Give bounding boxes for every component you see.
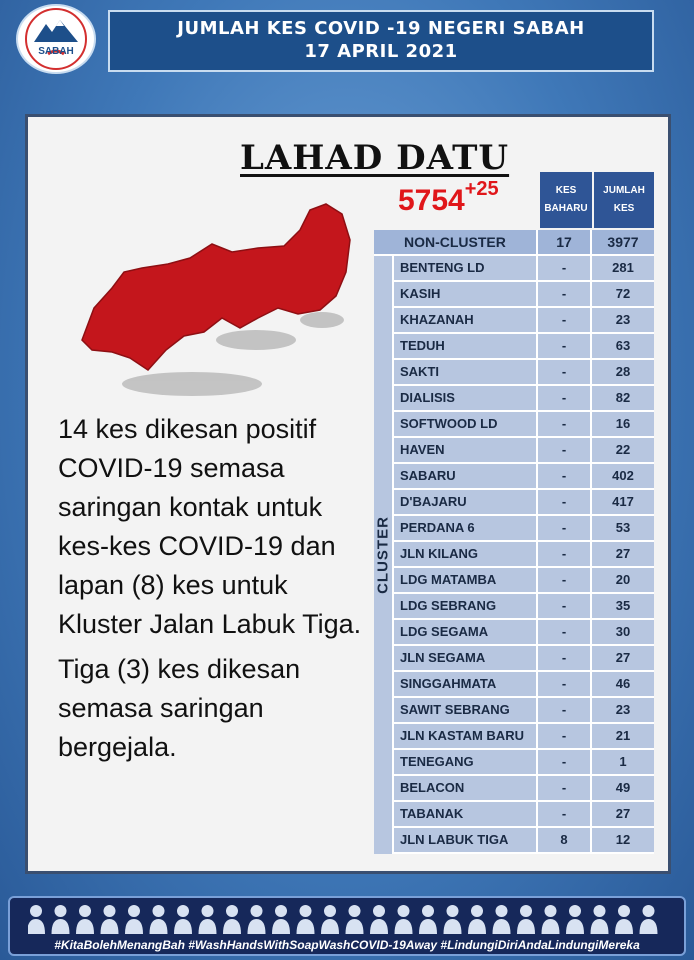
cluster-row (374, 542, 654, 568)
person-body-icon (223, 919, 241, 934)
noncluster-row (374, 230, 654, 256)
row-total-cases: 53 (590, 516, 654, 540)
person-head-icon (349, 905, 361, 917)
row-new-cases: 8 (536, 828, 590, 852)
col-header-total-line1: JUMLAH (603, 185, 645, 196)
cases-table (374, 230, 654, 854)
row-name: KHAZANAH (400, 312, 474, 327)
person-head-icon (177, 905, 189, 917)
announcement-paragraph-2: Tiga (3) kes dikesan semasa saringan bergejala. (58, 654, 301, 762)
page-date: 17 APRIL 2021 (304, 41, 458, 62)
row-total-cases: 49 (590, 776, 654, 800)
row-name: TABANAK (400, 806, 464, 821)
row-new-cases: 17 (536, 230, 590, 254)
row-total-cases: 23 (590, 308, 654, 332)
row-name: LDG SEBRANG (400, 598, 497, 613)
person-head-icon (520, 905, 532, 917)
row-name: JLN KASTAM BARU (400, 728, 524, 743)
row-name: BENTENG LD (400, 260, 485, 275)
row-total-cases: 72 (590, 282, 654, 306)
person-body-icon (591, 919, 609, 934)
row-name: JLN KILANG (400, 546, 478, 561)
footer-banner (8, 896, 686, 956)
cluster-row (374, 308, 654, 334)
people-icons (28, 902, 668, 934)
cluster-label-text: CLUSTER (374, 516, 392, 594)
person-head-icon (226, 905, 238, 917)
row-total-cases: 46 (590, 672, 654, 696)
row-new-cases: - (536, 646, 590, 670)
row-name: LDG SEGAMA (400, 624, 489, 639)
cluster-row (374, 490, 654, 516)
row-new-cases: - (536, 516, 590, 540)
logo-text: SABAH (38, 46, 74, 57)
person-head-icon (79, 905, 91, 917)
row-new-cases: - (536, 568, 590, 592)
person-head-icon (104, 905, 116, 917)
person-head-icon (545, 905, 557, 917)
row-name: TENEGANG (400, 754, 474, 769)
person-body-icon (101, 919, 119, 934)
person-body-icon (444, 919, 462, 934)
person-body-icon (28, 919, 45, 934)
person-head-icon (422, 905, 434, 917)
row-total-cases: 23 (590, 698, 654, 722)
cluster-row (374, 412, 654, 438)
person-body-icon (125, 919, 143, 934)
person-body-icon (493, 919, 511, 934)
row-name: SOFTWOOD LD (400, 416, 498, 431)
person-head-icon (471, 905, 483, 917)
cluster-row (374, 282, 654, 308)
person-head-icon (251, 905, 263, 917)
row-name: NON-CLUSTER (404, 234, 506, 250)
district-total (398, 178, 499, 218)
cluster-row (374, 594, 654, 620)
row-new-cases: - (536, 256, 590, 280)
district-name: LAHAD DATU (240, 138, 510, 178)
person-head-icon (618, 905, 630, 917)
row-total-cases: 3977 (590, 230, 654, 254)
cluster-row (374, 724, 654, 750)
row-new-cases: - (536, 334, 590, 358)
row-total-cases: 1 (590, 750, 654, 774)
row-total-cases: 28 (590, 360, 654, 384)
person-head-icon (373, 905, 385, 917)
person-body-icon (395, 919, 413, 934)
row-name: HAVEN (400, 442, 445, 457)
person-head-icon (55, 905, 67, 917)
row-new-cases: - (536, 360, 590, 384)
row-name: TEDUH (400, 338, 445, 353)
total-cases: 5754 (398, 184, 465, 217)
row-total-cases: 30 (590, 620, 654, 644)
row-total-cases: 21 (590, 724, 654, 748)
row-new-cases: - (536, 412, 590, 436)
person-body-icon (272, 919, 290, 934)
person-body-icon (174, 919, 192, 934)
row-new-cases: - (536, 594, 590, 618)
person-body-icon (346, 919, 364, 934)
cluster-row (374, 672, 654, 698)
cluster-row (374, 386, 654, 412)
cluster-row (374, 802, 654, 828)
row-total-cases: 16 (590, 412, 654, 436)
header-banner (108, 10, 654, 72)
row-name: DIALISIS (400, 390, 455, 405)
col-header-new-line2: BAHARU (544, 203, 588, 214)
cluster-rows (374, 256, 654, 854)
row-name: D'BAJARU (400, 494, 467, 509)
row-total-cases: 12 (590, 828, 654, 852)
row-total-cases: 22 (590, 438, 654, 462)
person-body-icon (248, 919, 266, 934)
row-new-cases: - (536, 386, 590, 410)
row-total-cases: 27 (590, 646, 654, 670)
sabah-logo (16, 4, 96, 74)
cluster-row (374, 516, 654, 542)
row-new-cases: - (536, 438, 590, 462)
person-head-icon (398, 905, 410, 917)
row-name: JLN SEGAMA (400, 650, 486, 665)
row-total-cases: 35 (590, 594, 654, 618)
row-new-cases: - (536, 802, 590, 826)
person-head-icon (128, 905, 140, 917)
row-total-cases: 417 (590, 490, 654, 514)
cluster-row (374, 828, 654, 854)
person-body-icon (615, 919, 633, 934)
announcement-paragraph-1: 14 kes dikesan positif COVID-19 semasa saringan kontak untuk kes-kes COVID-19 dan lapan (8) kes untuk Kluster Jalan Labuk Tiga. (58, 414, 362, 639)
row-new-cases: - (536, 672, 590, 696)
cluster-row (374, 568, 654, 594)
cluster-row (374, 438, 654, 464)
cluster-row (374, 256, 654, 282)
cluster-row (374, 464, 654, 490)
person-body-icon (76, 919, 94, 934)
person-body-icon (468, 919, 486, 934)
map-district-shape (82, 204, 350, 370)
row-name: JLN LABUK TIGA (400, 832, 509, 847)
person-body-icon (52, 919, 70, 934)
person-head-icon (447, 905, 459, 917)
row-new-cases: - (536, 776, 590, 800)
row-name: PERDANA 6 (400, 520, 475, 535)
row-name: SAKTI (400, 364, 439, 379)
announcement-text (58, 410, 378, 767)
row-name: SABARU (400, 468, 456, 483)
row-new-cases: - (536, 620, 590, 644)
cluster-label (374, 256, 394, 854)
col-header-total (594, 172, 654, 228)
person-head-icon (30, 905, 42, 917)
row-total-cases: 82 (590, 386, 654, 410)
footer-hashtags: #KitaBolehMenangBah #WashHandsWithSoapWashCOVID-19Away #LindungiDiriAndaLindungiMereka (54, 938, 640, 952)
cluster-row (374, 698, 654, 724)
person-body-icon (517, 919, 535, 934)
person-head-icon (324, 905, 336, 917)
row-total-cases: 27 (590, 542, 654, 566)
person-body-icon (640, 919, 658, 934)
row-name: SAWIT SEBRANG (400, 702, 510, 717)
person-head-icon (300, 905, 312, 917)
person-body-icon (297, 919, 315, 934)
col-header-total-line2: KES (613, 203, 635, 214)
person-head-icon (153, 905, 165, 917)
person-body-icon (370, 919, 388, 934)
cluster-row (374, 360, 654, 386)
person-body-icon (542, 919, 560, 934)
person-body-icon (566, 919, 584, 934)
new-cases-increment: +25 (464, 178, 499, 200)
lahad-datu-map (72, 200, 362, 400)
row-new-cases: - (536, 490, 590, 514)
logo-mountain-icon (18, 6, 94, 72)
cluster-row (374, 776, 654, 802)
person-head-icon (202, 905, 214, 917)
row-name: KASIH (400, 286, 441, 301)
row-name: BELACON (400, 780, 465, 795)
cluster-row (374, 620, 654, 646)
person-head-icon (496, 905, 508, 917)
row-new-cases: - (536, 542, 590, 566)
row-new-cases: - (536, 308, 590, 332)
row-total-cases: 27 (590, 802, 654, 826)
cluster-row (374, 334, 654, 360)
cluster-row (374, 646, 654, 672)
row-new-cases: - (536, 282, 590, 306)
row-name: SINGGAHMATA (400, 676, 497, 691)
row-name: LDG MATAMBA (400, 572, 497, 587)
person-head-icon (569, 905, 581, 917)
row-new-cases: - (536, 750, 590, 774)
row-total-cases: 281 (590, 256, 654, 280)
row-total-cases: 63 (590, 334, 654, 358)
row-new-cases: - (536, 464, 590, 488)
col-header-new-line1: KES (555, 185, 577, 196)
page-title: JUMLAH KES COVID -19 NEGERI SABAH (177, 18, 585, 39)
person-head-icon (594, 905, 606, 917)
person-body-icon (321, 919, 339, 934)
row-new-cases: - (536, 724, 590, 748)
person-head-icon (275, 905, 287, 917)
row-total-cases: 402 (590, 464, 654, 488)
col-header-new (540, 172, 592, 228)
person-body-icon (199, 919, 217, 934)
row-new-cases: - (536, 698, 590, 722)
person-body-icon (150, 919, 168, 934)
row-total-cases: 20 (590, 568, 654, 592)
cluster-row (374, 750, 654, 776)
person-head-icon (643, 905, 655, 917)
person-body-icon (419, 919, 437, 934)
